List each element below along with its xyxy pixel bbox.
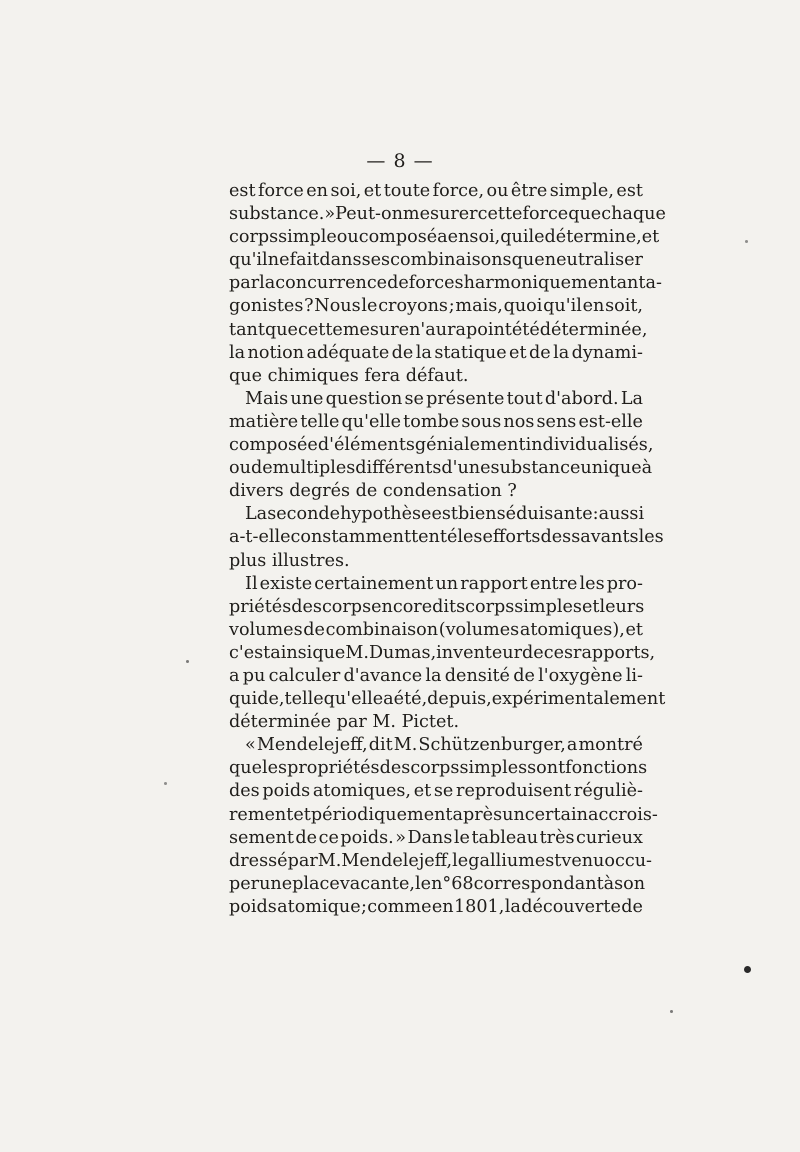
text-line: qu'il ne fait dans ses combinaisons que neutraliser <box>229 250 643 271</box>
text-line: des poids atomiques, et se reproduisent réguliè- <box>229 781 643 802</box>
line-text: divers degrés de condensation ? <box>229 481 517 502</box>
text-line: que les propriétés des corps simples sont fonctions <box>229 758 648 779</box>
text-line: tant que cette mesure n'aura point été déterminée, <box>229 319 648 340</box>
line-text: plus illustres. <box>229 550 350 571</box>
text-line: priétés des corps encore dits corps simples et leurs <box>229 596 645 617</box>
text-line: gonistes ? Nous le croyons ; mais, quoi qu'il en soit, <box>229 296 643 317</box>
text-line <box>229 480 643 503</box>
text-line: a-t-elle constamment tenté les efforts des savants les <box>229 527 664 548</box>
text-line: per une place vacante, le n° 68 correspondant à son <box>229 873 646 894</box>
ink-speck <box>670 1010 673 1013</box>
text-line: rement et périodiquement après un certain accrois- <box>229 804 658 825</box>
text-line: substance. » Peut-on mesurer cette force que chaque <box>229 204 666 225</box>
page-number: — 8 — <box>366 150 434 172</box>
text-line: volumes de combinaison (volumes atomiques), et <box>229 619 643 640</box>
line-text: déterminée par M. Pictet. <box>229 712 460 733</box>
text-line: a pu calculer d'avance la densité de l'oxygène li- <box>229 665 643 686</box>
text-line: « Mendelejeff, dit M. Schützenburger, a montré <box>245 735 643 756</box>
ink-speck <box>744 966 751 973</box>
text-line: poids atomique ; comme en 1801, la découverte de <box>229 896 643 917</box>
text-line: sement de ce poids. » Dans le tableau très curieux <box>229 827 643 848</box>
text-line: Mais une question se présente tout d'abord. La <box>245 388 643 409</box>
text-line: la notion adéquate de la statique et de la dynami- <box>229 342 643 363</box>
ink-speck <box>186 660 189 663</box>
text-line: est force en soi, et toute force, ou être simple, est <box>229 181 643 201</box>
text-line: c'est ainsi que M. Dumas, inventeur de ces rapports, <box>229 642 656 663</box>
text-line: corps simple ou composé a en soi, qui le détermine, et <box>229 227 660 248</box>
text-line: composée d'éléments génialement individualisés, <box>229 435 654 456</box>
text-line: dressé par M. Mendelejeff, le gallium est venu occu- <box>229 850 652 871</box>
text-line: Il existe certainement un rapport entre les pro- <box>245 573 643 594</box>
text-line: par la concurrence de forces harmoniquement anta- <box>229 273 662 294</box>
ink-speck <box>164 782 167 785</box>
line-text: que chimiques fera défaut. <box>229 365 469 386</box>
text-line: La seconde hypothèse est bien séduisante : aussi <box>245 504 645 525</box>
ink-speck <box>745 240 748 243</box>
body-text <box>229 180 666 919</box>
text-line: ou de multiples différents d'une substance unique à <box>229 458 653 479</box>
text-line: quide, telle qu'elle a été, depuis, expérimentalement <box>229 689 666 710</box>
text-line: matière telle qu'elle tombe sous nos sens est-elle <box>229 411 643 432</box>
text-line <box>229 550 643 573</box>
text-line <box>229 711 643 734</box>
text-line <box>229 365 643 388</box>
